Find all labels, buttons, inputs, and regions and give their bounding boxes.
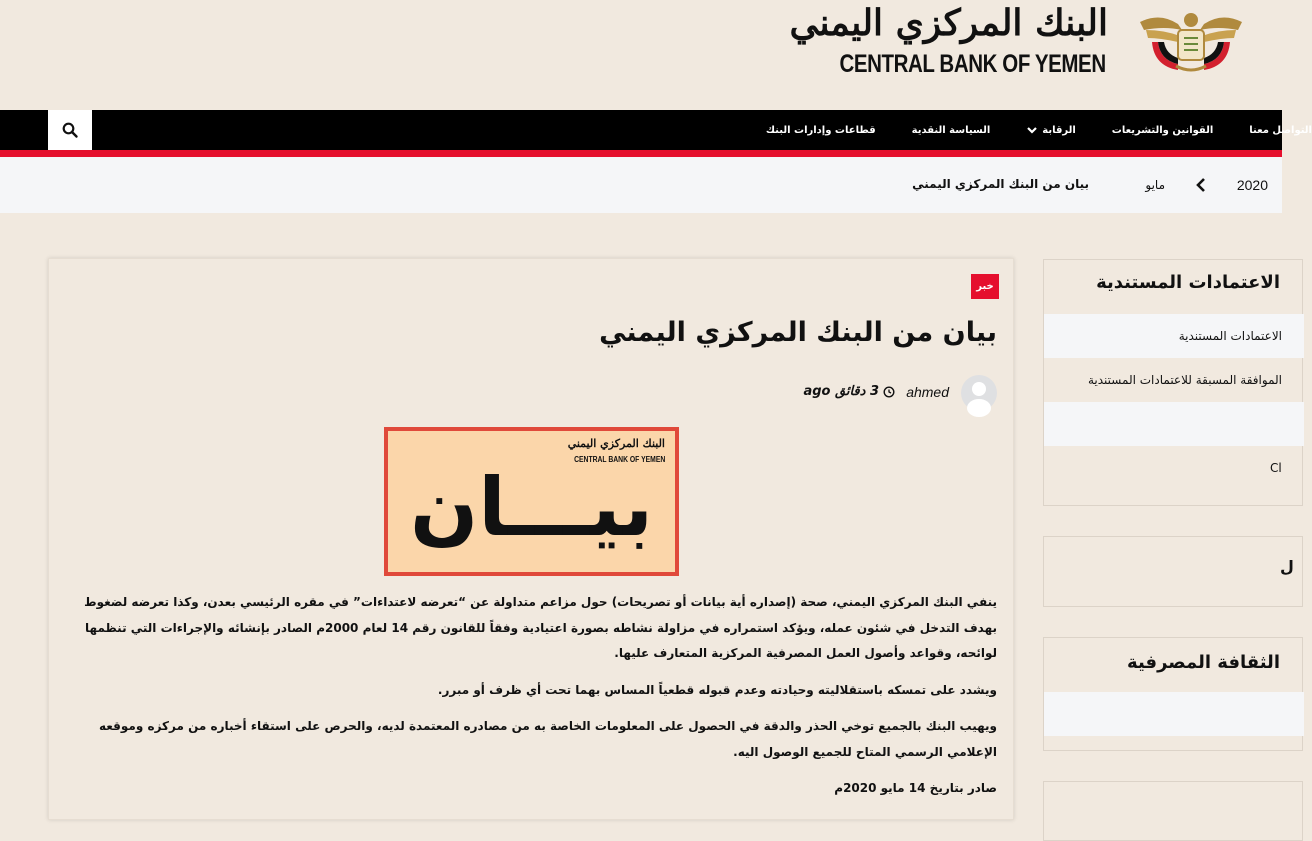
avatar[interactable] <box>961 375 997 411</box>
sidebar-widget <box>1043 781 1303 841</box>
sidebar-widget <box>1043 536 1303 607</box>
site-header <box>0 0 1282 110</box>
author-name[interactable]: ahmed <box>906 384 949 400</box>
breadcrumb-month[interactable]: مايو <box>1145 178 1165 192</box>
article-paragraph: ويشدد على تمسكه باستقلاليته وحيادته وعدم قبوله قطعياً المساس بهما تحت أي ظرف أو مبرر. <box>437 682 997 697</box>
search-button[interactable] <box>48 110 92 150</box>
sidebar-link[interactable]: الاعتمادات المستندية <box>1044 314 1304 358</box>
article-title: بيان من البنك المركزي اليمني <box>599 317 997 348</box>
breadcrumb-year[interactable]: 2020 <box>1236 177 1268 193</box>
breadcrumb-current: بيان من البنك المركزي اليمني <box>912 177 1089 191</box>
sidebar-link[interactable]: Cl <box>1270 461 1282 475</box>
widget-title: الثقافة المصرفية <box>1127 652 1280 673</box>
featured-image <box>384 427 679 576</box>
nav-item-contact[interactable]: التواصل معنا <box>1249 124 1312 136</box>
clock-icon <box>883 386 895 398</box>
category-badge[interactable]: خبر <box>971 274 999 299</box>
widget-title: الاعتمادات المستندية <box>1096 272 1280 293</box>
breadcrumb <box>0 157 1282 213</box>
chevron-left-icon <box>1194 177 1208 193</box>
sidebar-link[interactable] <box>1044 692 1304 736</box>
bank-name-english[interactable]: CENTRAL BANK OF YEMEN <box>839 50 1106 78</box>
article-paragraph: ينفي البنك المركزي اليمني، صحة (إصداره أية بيانات أو تصريحات) حول مزاعم متداولة عن “تعرضه لاعتداءات” في مقره الرئيسي بعدن، وكذا تعرضه لضغوط بهدف التدخل في شئون عمله، ويؤكد استمراره في مزاولة نشاطه بصورة اعتيادية وفقاً للقانون رقم 14 لعام 2000م الصادر بإنشائه والإجراءات التي تنظمها لوائحه، وقواعد وأصول العمل المصرفية المركزية المتعارف عليها. <box>84 595 997 660</box>
nav-menu <box>730 110 1312 150</box>
bank-name-arabic[interactable]: البنك المركزي اليمني <box>789 2 1108 44</box>
nav-item-laws[interactable]: القوانين والتشريعات <box>1111 124 1214 136</box>
chevron-down-icon <box>1026 124 1038 136</box>
widget-title: ل <box>1280 557 1294 576</box>
nav-item-monetary-policy[interactable]: السياسة النقدية <box>911 124 991 136</box>
nav-accent-bar <box>0 150 1282 157</box>
sidebar-link[interactable] <box>1044 402 1304 446</box>
article-card <box>48 258 1014 820</box>
sidebar-widget-banking-culture <box>1043 637 1303 751</box>
article-date-line: صادر بتاريخ 14 مايو 2020م <box>834 781 997 795</box>
sidebar-widget-letters-of-credit <box>1043 259 1303 506</box>
article-paragraph: ويهيب البنك بالجميع توخي الحذر والدقة في الحصول على المعلومات الخاصة به من مصادره المعتمدة لديه، والحرص على استقاء أخباره من مركزه وموقعه الإعلامي الرسمي المتاح للجميع الوصول اليه. <box>98 719 997 759</box>
nav-item-departments[interactable]: قطاعات وإدارات البنك <box>765 124 876 136</box>
featured-bank-name-ar: البنك المركزي اليمني <box>567 437 665 450</box>
featured-bank-name-en: CENTRAL BANK OF YEMEN <box>573 455 665 464</box>
post-time: 3 دقائق ago <box>803 384 879 399</box>
user-icon <box>961 375 997 411</box>
article-body <box>63 590 997 813</box>
yemen-emblem-icon[interactable] <box>1138 8 1244 74</box>
featured-statement-word: بيـــان <box>409 461 654 554</box>
search-icon <box>62 122 78 138</box>
sidebar-link[interactable]: الموافقة المسبقة للاعتمادات المستندية <box>1087 373 1282 387</box>
nav-item-supervision[interactable]: الرقابة <box>1026 124 1076 136</box>
